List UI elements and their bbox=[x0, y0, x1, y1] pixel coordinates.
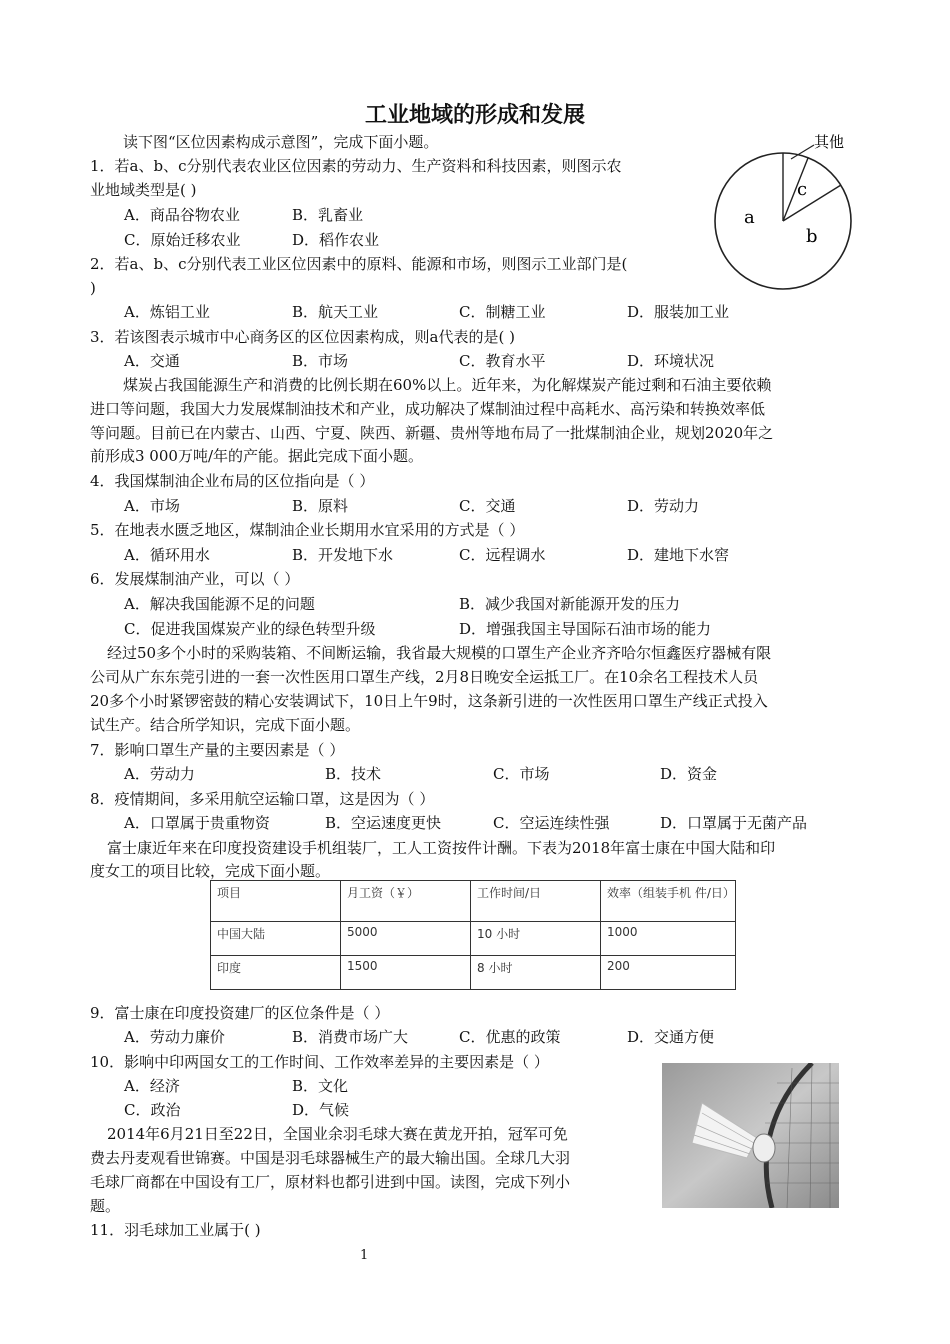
pie-label-a: a bbox=[744, 207, 755, 228]
q7-option-c[interactable]: C．市场 bbox=[493, 765, 550, 783]
q4-option-d[interactable]: D．劳动力 bbox=[627, 497, 700, 515]
location-factor-pie-diagram bbox=[700, 125, 870, 290]
q3-stem: 3．若该图表示城市中心商务区的区位因素构成，则a代表的是( ) bbox=[90, 328, 515, 346]
q11-stem: 11．羽毛球加工业属于( ) bbox=[90, 1221, 261, 1239]
q3-option-c[interactable]: C．教育水平 bbox=[459, 352, 546, 370]
table-header-cell: 工作时间/日 bbox=[471, 881, 601, 922]
q5-option-b[interactable]: B．开发地下水 bbox=[292, 546, 394, 564]
q3-option-a[interactable]: A．交通 bbox=[124, 352, 180, 370]
q4-option-a[interactable]: A．市场 bbox=[124, 497, 180, 515]
q4-option-b[interactable]: B．原料 bbox=[292, 497, 349, 515]
q8-option-b[interactable]: B．空运速度更快 bbox=[325, 814, 442, 832]
q6-stem: 6．发展煤制油产业，可以（ ） bbox=[90, 570, 300, 588]
passage-mask-line3: 20多个小时紧锣密鼓的精心安装调试下，10日上午9时，这条新引进的一次性医用口罩生产线正式投入 bbox=[90, 692, 768, 710]
q2-stem-line1: 2．若a、b、c分别代表工业区位因素中的原料、能源和市场，则图示工业部门是( bbox=[90, 255, 628, 273]
table-cell: 1000 bbox=[601, 922, 736, 956]
q7-option-b[interactable]: B．技术 bbox=[325, 765, 382, 783]
q1-stem-line1: 1．若a、b、c分别代表农业区位因素的劳动力、生产资料和科技因素，则图示农 bbox=[90, 157, 622, 175]
q2-stem-line2: ) bbox=[90, 279, 96, 297]
q7-option-d[interactable]: D．资金 bbox=[660, 765, 718, 783]
q9-option-d[interactable]: D．交通方便 bbox=[627, 1028, 715, 1046]
q9-option-b[interactable]: B．消费市场广大 bbox=[292, 1028, 409, 1046]
q9-stem: 9．富士康在印度投资建厂的区位条件是（ ） bbox=[90, 1004, 390, 1022]
table-cell: 5000 bbox=[341, 922, 471, 956]
passage-badminton-line2: 费去丹麦观看世锦赛。中国是羽毛球器械生产的最大输出国。全球几大羽 bbox=[90, 1149, 571, 1167]
q6-option-a[interactable]: A．解决我国能源不足的问题 bbox=[124, 595, 315, 613]
passage-mask-line2: 公司从广东东莞引进的一套一次性医用口罩生产线，2月8日晚安全运抵工厂。在10余名工程技术人员 bbox=[90, 668, 759, 686]
passage-mask-line1: 经过50多个小时的采购装箱、不间断运输，我省最大规模的口罩生产企业齐齐哈尔恒鑫医疗器械有限 bbox=[107, 644, 772, 662]
q2-option-c[interactable]: C．制糖工业 bbox=[459, 303, 546, 321]
q1-option-b[interactable]: B．乳畜业 bbox=[292, 206, 364, 224]
passage-foxconn-line2: 度女工的项目比较，完成下面小题。 bbox=[90, 862, 331, 880]
passage-badminton-line1: 2014年6月21日至22日，全国业余羽毛球大赛在黄龙开拍，冠军可免 bbox=[107, 1125, 568, 1143]
q5-stem: 5．在地表水匮乏地区，煤制油企业长期用水宜采用的方式是（ ） bbox=[90, 521, 525, 539]
page-title: 工业地域的形成和发展 bbox=[364, 103, 585, 128]
passage-coal-line2: 进口等问题，我国大力发展煤制油技术和产业，成功解决了煤制油过程中高耗水、高污染和转换效率低 bbox=[90, 400, 766, 418]
table-row bbox=[211, 956, 736, 990]
passage-coal-line4: 前形成3 000万吨/年的产能。据此完成下面小题。 bbox=[90, 447, 423, 465]
pie-label-c: c bbox=[797, 179, 808, 200]
q4-stem: 4．我国煤制油企业布局的区位指向是（ ） bbox=[90, 472, 375, 490]
q10-option-b[interactable]: B．文化 bbox=[292, 1077, 349, 1095]
q5-option-d[interactable]: D．建地下水窖 bbox=[627, 546, 730, 564]
table-header-cell: 月工资（￥） bbox=[341, 881, 471, 922]
q2-option-b[interactable]: B．航天工业 bbox=[292, 303, 379, 321]
q1-option-a[interactable]: A．商品谷物农业 bbox=[124, 206, 240, 224]
table-header-cell: 项目 bbox=[211, 881, 341, 922]
q7-stem: 7．影响口罩生产量的主要因素是（ ） bbox=[90, 741, 345, 759]
q4-option-c[interactable]: C．交通 bbox=[459, 497, 516, 515]
q10-option-d[interactable]: D．气候 bbox=[292, 1101, 350, 1119]
table-cell: 8 小时 bbox=[471, 956, 601, 990]
passage-coal-line3: 等问题。目前已在内蒙古、山西、宁夏、陕西、新疆、贵州等地布局了一批煤制油企业，规划2020年之 bbox=[90, 424, 774, 442]
q9-option-a[interactable]: A．劳动力廉价 bbox=[124, 1028, 225, 1046]
q10-option-c[interactable]: C．政治 bbox=[124, 1101, 181, 1119]
table-cell: 10 小时 bbox=[471, 922, 601, 956]
table-cell: 200 bbox=[601, 956, 736, 990]
q10-stem: 10．影响中印两国女工的工作时间、工作效率差异的主要因素是（ ） bbox=[90, 1053, 549, 1071]
table-header-cell: 效率（组装手机 件/日） bbox=[601, 881, 736, 922]
passage-badminton-line3: 毛球厂商都在中国设有工厂，原材料也都引进到中国。读图，完成下列小 bbox=[90, 1173, 571, 1191]
q6-option-c[interactable]: C．促进我国煤炭产业的绿色转型升级 bbox=[124, 620, 376, 638]
q2-option-d[interactable]: D．服装加工业 bbox=[627, 303, 730, 321]
passage-foxconn-line1: 富士康近年来在印度投资建设手机组装厂，工人工资按件计酬。下表为2018年富士康在中国大陆和印 bbox=[107, 839, 776, 857]
q10-option-a[interactable]: A．经济 bbox=[124, 1077, 180, 1095]
comparison-table bbox=[210, 880, 736, 990]
q6-option-b[interactable]: B．减少我国对新能源开发的压力 bbox=[459, 595, 681, 613]
passage-badminton-line4: 题。 bbox=[90, 1197, 121, 1215]
passage-coal-line1: 煤炭占我国能源生产和消费的比例长期在60%以上。近年来，为化解煤炭产能过剩和石油主要依赖 bbox=[123, 376, 772, 394]
q3-option-b[interactable]: B．市场 bbox=[292, 352, 349, 370]
table-header-row bbox=[211, 881, 736, 922]
q8-option-d[interactable]: D．口罩属于无菌产品 bbox=[660, 814, 808, 832]
q9-option-c[interactable]: C．优惠的政策 bbox=[459, 1028, 561, 1046]
table-cell: 印度 bbox=[211, 956, 341, 990]
q8-option-a[interactable]: A．口罩属于贵重物资 bbox=[124, 814, 270, 832]
pie-label-b: b bbox=[806, 226, 818, 247]
q5-option-c[interactable]: C．远程调水 bbox=[459, 546, 546, 564]
q6-option-d[interactable]: D．增强我国主导国际石油市场的能力 bbox=[459, 620, 712, 638]
intro-text: 读下图“区位因素构成示意图”，完成下面小题。 bbox=[123, 133, 439, 151]
q7-option-a[interactable]: A．劳动力 bbox=[124, 765, 195, 783]
q1-stem-line2: 业地域类型是( ) bbox=[90, 181, 197, 199]
q1-option-d[interactable]: D．稻作农业 bbox=[292, 231, 380, 249]
pie-label-other: 其他 bbox=[814, 133, 845, 151]
table-cell: 中国大陆 bbox=[211, 922, 341, 956]
passage-mask-line4: 试生产。结合所学知识，完成下面小题。 bbox=[90, 716, 361, 734]
q8-stem: 8．疫情期间，多采用航空运输口罩，这是因为（ ） bbox=[90, 790, 435, 808]
q3-option-d[interactable]: D．环境状况 bbox=[627, 352, 715, 370]
table-cell: 1500 bbox=[341, 956, 471, 990]
q1-option-c[interactable]: C．原始迁移农业 bbox=[124, 231, 241, 249]
badminton-photo bbox=[662, 1063, 839, 1208]
q5-option-a[interactable]: A．循环用水 bbox=[124, 546, 210, 564]
q8-option-c[interactable]: C．空运连续性强 bbox=[493, 814, 610, 832]
q2-option-a[interactable]: A．炼铝工业 bbox=[124, 303, 210, 321]
page-number: 1 bbox=[360, 1248, 369, 1263]
table-row bbox=[211, 922, 736, 956]
